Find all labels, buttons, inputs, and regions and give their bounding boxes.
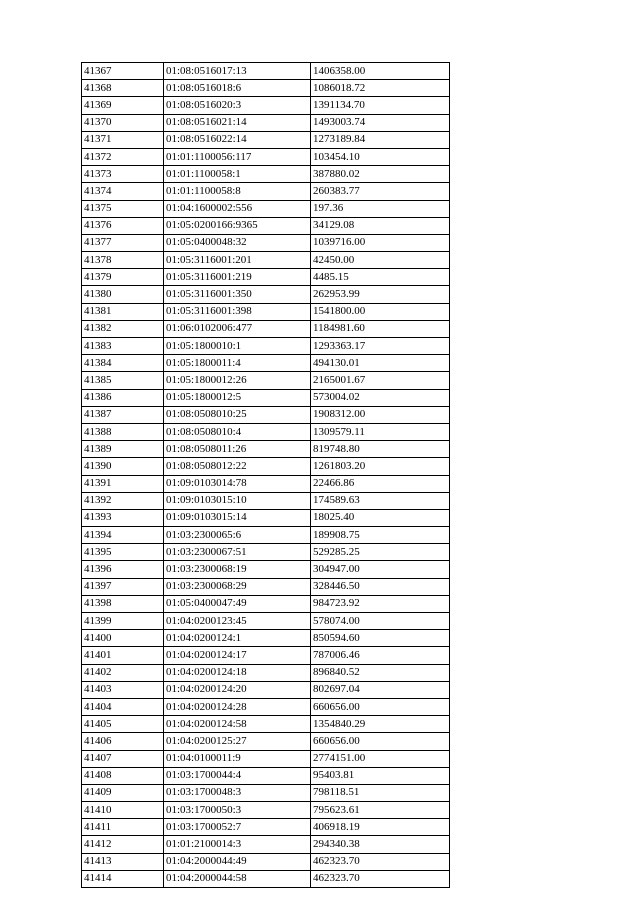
value-cell: 406918.19 (311, 819, 450, 836)
cadastral-number-cell: 01:04:1600002:556 (164, 200, 311, 217)
cadastral-number-cell: 01:08:0508010:4 (164, 423, 311, 440)
table-row (82, 853, 450, 870)
cadastral-number-cell: 01:03:2300067:51 (164, 544, 311, 561)
record-number-cell: 41403 (82, 681, 164, 698)
table-row (82, 836, 450, 853)
value-cell: 896840.52 (311, 664, 450, 681)
table-row (82, 355, 450, 372)
value-cell: 294340.38 (311, 836, 450, 853)
value-cell: 578074.00 (311, 613, 450, 630)
value-cell: 174589.63 (311, 492, 450, 509)
data-table (81, 62, 450, 888)
value-cell: 462323.70 (311, 870, 450, 887)
value-cell: 1541800.00 (311, 303, 450, 320)
cadastral-number-cell: 01:08:0516018:6 (164, 80, 311, 97)
record-number-cell: 41383 (82, 338, 164, 355)
value-cell: 4485.15 (311, 269, 450, 286)
table-row (82, 80, 450, 97)
table-row (82, 802, 450, 819)
table-row (82, 320, 450, 337)
table-row (82, 338, 450, 355)
value-cell: 1391134.70 (311, 97, 450, 114)
record-number-cell: 41392 (82, 492, 164, 509)
record-number-cell: 41391 (82, 475, 164, 492)
record-number-cell: 41405 (82, 716, 164, 733)
record-number-cell: 41414 (82, 870, 164, 887)
record-number-cell: 41368 (82, 80, 164, 97)
record-number-cell: 41407 (82, 750, 164, 767)
table-row (82, 475, 450, 492)
value-cell: 2774151.00 (311, 750, 450, 767)
record-number-cell: 41411 (82, 819, 164, 836)
cadastral-number-cell: 01:05:1800011:4 (164, 355, 311, 372)
record-number-cell: 41373 (82, 166, 164, 183)
cadastral-number-cell: 01:09:0103015:14 (164, 509, 311, 526)
value-cell: 22466.86 (311, 475, 450, 492)
cadastral-number-cell: 01:09:0103014:78 (164, 475, 311, 492)
table-row (82, 234, 450, 251)
cadastral-number-cell: 01:05:0400047:49 (164, 595, 311, 612)
value-cell: 1493003.74 (311, 114, 450, 131)
value-cell: 260383.77 (311, 183, 450, 200)
table-body (82, 63, 450, 888)
table-row (82, 492, 450, 509)
table-row (82, 630, 450, 647)
value-cell: 197.36 (311, 200, 450, 217)
cadastral-number-cell: 01:08:0516022:14 (164, 131, 311, 148)
cadastral-number-cell: 01:05:0200166:9365 (164, 217, 311, 234)
value-cell: 1309579.11 (311, 423, 450, 440)
cadastral-number-cell: 01:08:0516017:13 (164, 63, 311, 80)
record-number-cell: 41371 (82, 131, 164, 148)
value-cell: 1184981.60 (311, 320, 450, 337)
value-cell: 660656.00 (311, 733, 450, 750)
value-cell: 984723.92 (311, 595, 450, 612)
cadastral-number-cell: 01:04:2000044:49 (164, 853, 311, 870)
cadastral-number-cell: 01:04:0200124:1 (164, 630, 311, 647)
cadastral-number-cell: 01:01:1100056:117 (164, 148, 311, 165)
record-number-cell: 41397 (82, 578, 164, 595)
record-number-cell: 41398 (82, 595, 164, 612)
value-cell: 387880.02 (311, 166, 450, 183)
record-number-cell: 41384 (82, 355, 164, 372)
table-row (82, 148, 450, 165)
table-row (82, 183, 450, 200)
record-number-cell: 41396 (82, 561, 164, 578)
cadastral-number-cell: 01:04:0200124:28 (164, 698, 311, 715)
table-row (82, 595, 450, 612)
cadastral-number-cell: 01:05:1800012:5 (164, 389, 311, 406)
value-cell: 850594.60 (311, 630, 450, 647)
cadastral-number-cell: 01:03:2300068:29 (164, 578, 311, 595)
record-number-cell: 41400 (82, 630, 164, 647)
record-number-cell: 41379 (82, 269, 164, 286)
value-cell: 189908.75 (311, 527, 450, 544)
value-cell: 262953.99 (311, 286, 450, 303)
table-row (82, 303, 450, 320)
cadastral-number-cell: 01:09:0103015:10 (164, 492, 311, 509)
cadastral-number-cell: 01:06:0102006:477 (164, 320, 311, 337)
cadastral-number-cell: 01:08:0516021:14 (164, 114, 311, 131)
value-cell: 18025.40 (311, 509, 450, 526)
cadastral-number-cell: 01:03:1700052:7 (164, 819, 311, 836)
cadastral-number-cell: 01:03:2300065:6 (164, 527, 311, 544)
table-row (82, 698, 450, 715)
cadastral-number-cell: 01:04:0100011:9 (164, 750, 311, 767)
record-number-cell: 41395 (82, 544, 164, 561)
value-cell: 819748.80 (311, 441, 450, 458)
record-number-cell: 41393 (82, 509, 164, 526)
record-number-cell: 41387 (82, 406, 164, 423)
table-row (82, 217, 450, 234)
record-number-cell: 41375 (82, 200, 164, 217)
cadastral-number-cell: 01:08:0508012:22 (164, 458, 311, 475)
value-cell: 529285.25 (311, 544, 450, 561)
table-row (82, 613, 450, 630)
table-row (82, 733, 450, 750)
value-cell: 34129.08 (311, 217, 450, 234)
record-number-cell: 41378 (82, 252, 164, 269)
cadastral-number-cell: 01:08:0508011:26 (164, 441, 311, 458)
record-number-cell: 41402 (82, 664, 164, 681)
table-row (82, 767, 450, 784)
table-row (82, 389, 450, 406)
record-number-cell: 41408 (82, 767, 164, 784)
record-number-cell: 41367 (82, 63, 164, 80)
record-number-cell: 41389 (82, 441, 164, 458)
table-row (82, 527, 450, 544)
cadastral-number-cell: 01:05:3116001:398 (164, 303, 311, 320)
record-number-cell: 41406 (82, 733, 164, 750)
table-row (82, 544, 450, 561)
value-cell: 1908312.00 (311, 406, 450, 423)
cadastral-number-cell: 01:04:0200124:20 (164, 681, 311, 698)
value-cell: 1261803.20 (311, 458, 450, 475)
record-number-cell: 41370 (82, 114, 164, 131)
cadastral-number-cell: 01:01:2100014:3 (164, 836, 311, 853)
record-number-cell: 41381 (82, 303, 164, 320)
cadastral-number-cell: 01:03:1700048:3 (164, 784, 311, 801)
record-number-cell: 41388 (82, 423, 164, 440)
table-row (82, 458, 450, 475)
table-row (82, 166, 450, 183)
cadastral-number-cell: 01:05:3116001:350 (164, 286, 311, 303)
table-row (82, 681, 450, 698)
value-cell: 462323.70 (311, 853, 450, 870)
record-number-cell: 41377 (82, 234, 164, 251)
cadastral-number-cell: 01:01:1100058:8 (164, 183, 311, 200)
table-row (82, 716, 450, 733)
table-row (82, 63, 450, 80)
table-row (82, 647, 450, 664)
cadastral-number-cell: 01:05:3116001:201 (164, 252, 311, 269)
value-cell: 103454.10 (311, 148, 450, 165)
record-number-cell: 41399 (82, 613, 164, 630)
table-row (82, 784, 450, 801)
cadastral-number-cell: 01:04:0200125:27 (164, 733, 311, 750)
table-row (82, 406, 450, 423)
cadastral-number-cell: 01:03:1700044:4 (164, 767, 311, 784)
value-cell: 798118.51 (311, 784, 450, 801)
cadastral-number-cell: 01:05:3116001:219 (164, 269, 311, 286)
value-cell: 95403.81 (311, 767, 450, 784)
record-number-cell: 41376 (82, 217, 164, 234)
value-cell: 1039716.00 (311, 234, 450, 251)
record-number-cell: 41369 (82, 97, 164, 114)
cadastral-number-cell: 01:03:2300068:19 (164, 561, 311, 578)
value-cell: 1086018.72 (311, 80, 450, 97)
cadastral-number-cell: 01:08:0508010:25 (164, 406, 311, 423)
table-row (82, 561, 450, 578)
cadastral-number-cell: 01:05:0400048:32 (164, 234, 311, 251)
record-number-cell: 41394 (82, 527, 164, 544)
record-number-cell: 41380 (82, 286, 164, 303)
table-row (82, 114, 450, 131)
value-cell: 304947.00 (311, 561, 450, 578)
record-number-cell: 41382 (82, 320, 164, 337)
cadastral-number-cell: 01:05:1800012:26 (164, 372, 311, 389)
record-number-cell: 41412 (82, 836, 164, 853)
table-row (82, 664, 450, 681)
value-cell: 802697.04 (311, 681, 450, 698)
cadastral-number-cell: 01:04:0200124:58 (164, 716, 311, 733)
cadastral-number-cell: 01:04:0200123:45 (164, 613, 311, 630)
table-row (82, 131, 450, 148)
table-row (82, 252, 450, 269)
value-cell: 787006.46 (311, 647, 450, 664)
value-cell: 1354840.29 (311, 716, 450, 733)
table-row (82, 441, 450, 458)
value-cell: 795623.61 (311, 802, 450, 819)
table-row (82, 200, 450, 217)
value-cell: 494130.01 (311, 355, 450, 372)
value-cell: 1406358.00 (311, 63, 450, 80)
table-row (82, 578, 450, 595)
record-number-cell: 41401 (82, 647, 164, 664)
cadastral-number-cell: 01:05:1800010:1 (164, 338, 311, 355)
table-row (82, 819, 450, 836)
cadastral-number-cell: 01:04:0200124:18 (164, 664, 311, 681)
cadastral-number-cell: 01:04:0200124:17 (164, 647, 311, 664)
record-number-cell: 41385 (82, 372, 164, 389)
record-number-cell: 41404 (82, 698, 164, 715)
table-row (82, 423, 450, 440)
record-number-cell: 41390 (82, 458, 164, 475)
value-cell: 573004.02 (311, 389, 450, 406)
value-cell: 1293363.17 (311, 338, 450, 355)
table-row (82, 97, 450, 114)
table-row (82, 269, 450, 286)
record-number-cell: 41410 (82, 802, 164, 819)
value-cell: 42450.00 (311, 252, 450, 269)
cadastral-number-cell: 01:03:1700050:3 (164, 802, 311, 819)
record-number-cell: 41372 (82, 148, 164, 165)
cadastral-number-cell: 01:08:0516020:3 (164, 97, 311, 114)
table-row (82, 286, 450, 303)
value-cell: 328446.50 (311, 578, 450, 595)
value-cell: 1273189.84 (311, 131, 450, 148)
cadastral-number-cell: 01:01:1100058:1 (164, 166, 311, 183)
record-number-cell: 41374 (82, 183, 164, 200)
table-row (82, 870, 450, 887)
table-row (82, 372, 450, 389)
value-cell: 2165001.67 (311, 372, 450, 389)
record-number-cell: 41409 (82, 784, 164, 801)
table-row (82, 750, 450, 767)
cadastral-number-cell: 01:04:2000044:58 (164, 870, 311, 887)
record-number-cell: 41386 (82, 389, 164, 406)
value-cell: 660656.00 (311, 698, 450, 715)
table-row (82, 509, 450, 526)
record-number-cell: 41413 (82, 853, 164, 870)
